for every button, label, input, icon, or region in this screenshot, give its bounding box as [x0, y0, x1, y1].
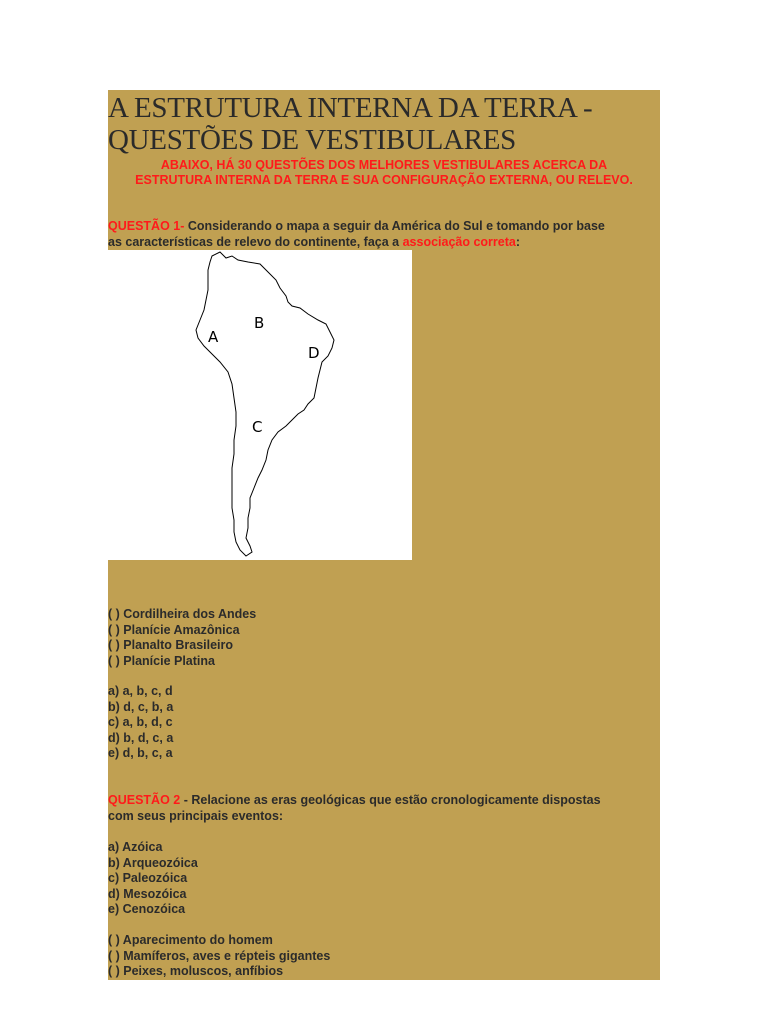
- question-2-events: [108, 933, 330, 980]
- list-item: ( ) Planície Amazônica: [108, 622, 240, 637]
- list-item: e) Cenozóica: [108, 902, 186, 917]
- answer-option: e) d, b, c, a: [108, 746, 173, 761]
- list-item: d) Mesozóica: [108, 886, 187, 901]
- list-item: ( ) Cordilheira dos Andes: [108, 607, 257, 621]
- answer-option: c) a, b, d, c: [108, 715, 173, 730]
- list-item: a) Azóica: [108, 840, 163, 854]
- answer-option: a) a, b, c, d: [108, 684, 173, 698]
- question-1-text-line-1: Considerando o mapa a seguir da América do Sul e tomando por base: [184, 219, 605, 233]
- list-item: c) Paleozóica: [108, 871, 188, 886]
- south-america-map: [108, 250, 412, 560]
- list-item: ( ) Mamíferos, aves e répteis gigantes: [108, 948, 331, 963]
- subtitle-line-1: ABAIXO, HÁ 30 QUESTÕES DOS MELHORES VESTIBULARES ACERCA DA: [160, 158, 608, 172]
- south-america-outline: [108, 250, 412, 560]
- question-2-label: QUESTÃO 2: [108, 793, 181, 807]
- question-2-text-line-1: - Relacione as eras geológicas que estão cronologicamente dispostas: [180, 793, 601, 807]
- list-item: ( ) Aparecimento do homem: [108, 933, 273, 947]
- list-item: b) Arqueozóica: [108, 855, 198, 870]
- question-1-prompt: [108, 219, 660, 250]
- list-item: ( ) Peixes, moluscos, anfíbios: [108, 964, 284, 979]
- document-page: [108, 90, 660, 980]
- continent-outline: [196, 252, 334, 556]
- list-item: ( ) Planície Platina: [108, 653, 215, 668]
- question-1-text-line-2: as características de relevo do continente, faça a: [108, 234, 403, 249]
- map-label-a: A: [208, 328, 219, 346]
- answer-option: b) d, c, b, a: [108, 699, 174, 714]
- title-line-1: A ESTRUTURA INTERNA DA TERRA -: [108, 92, 593, 124]
- question-1-colon: :: [515, 234, 521, 249]
- subtitle-line-2: ESTRUTURA INTERNA DA TERRA E SUA CONFIGURAÇÃO EXTERNA, OU RELEVO.: [135, 173, 633, 187]
- question-2-prompt: [108, 793, 660, 824]
- answer-option: d) b, d, c, a: [108, 730, 174, 745]
- map-label-d: D: [308, 344, 320, 362]
- question-2-text-line-2: com seus principais eventos:: [108, 808, 284, 823]
- question-1-options: [108, 684, 173, 762]
- map-label-b: B: [254, 314, 265, 332]
- question-1-highlight: associação correta: [402, 234, 516, 249]
- page-title: [108, 92, 660, 156]
- title-line-2: QUESTÕES DE VESTIBULARES: [108, 124, 516, 156]
- map-label-c: C: [252, 418, 263, 436]
- question-1-label: QUESTÃO 1-: [108, 219, 185, 233]
- page-subtitle: [108, 158, 660, 188]
- question-1-items: [108, 607, 256, 669]
- question-2-eras: [108, 840, 198, 918]
- list-item: ( ) Planalto Brasileiro: [108, 638, 234, 653]
